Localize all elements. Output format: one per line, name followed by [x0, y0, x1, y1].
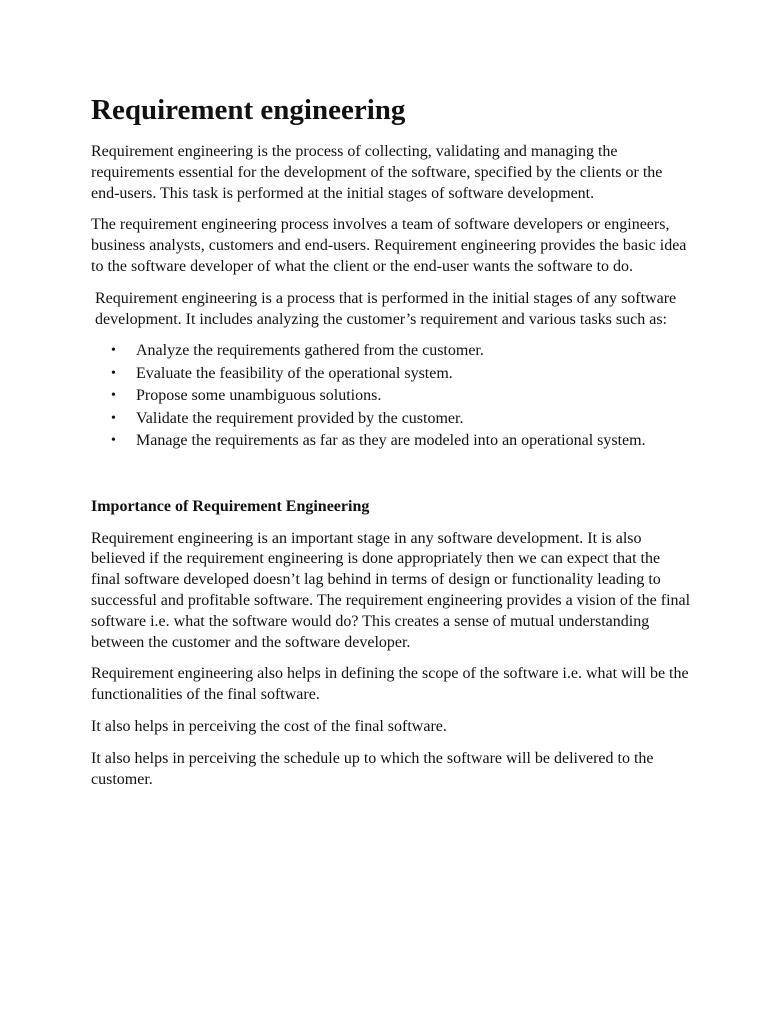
- list-item: [91, 341, 691, 362]
- paragraph-importance: Requirement engineering is an important stage in any software development. It is also believed if the requirement engineering is done appropriately then we can expect that the final software developed doesn’t lag behind in terms of design or functionality leading to successful and profitable software. The requirement engineering provides a vision of the final software i.e. what the software would do? This creates a sense of mutual understanding between the customer and the software developer.: [91, 529, 691, 651]
- list-item: [91, 409, 691, 430]
- bullet-icon: •: [111, 365, 116, 381]
- list-item: [91, 364, 691, 385]
- document-title: Requirement engineering: [91, 94, 406, 126]
- section-heading: Importance of Requirement Engineering: [91, 497, 370, 515]
- bullet-icon: •: [111, 343, 116, 359]
- list-item-text: Propose some unambiguous solutions.: [136, 387, 382, 405]
- list-item-text: Analyze the requirements gathered from the customer.: [136, 342, 484, 360]
- list-item-text: Manage the requirements as far as they are modeled into an operational system.: [136, 431, 646, 449]
- paragraph-process: Requirement engineering is a process that is performed in the initial stages of any software development. It includes analyzing the customer’s requirement and various tasks such as:: [95, 289, 677, 328]
- paragraph-team: The requirement engineering process involves a team of software developers or engineers, business analysts, customers and end-users. Requirement engineering provides the basic idea to the software developer of what the client or the end-user wants the software to do.: [91, 216, 687, 275]
- task-list: [91, 341, 691, 451]
- document-page: [91, 92, 691, 801]
- paragraph-definition: Requirement engineering is the process of collecting, validating and managing the requirements essential for the development of the software, specified by the clients or the end-users. This task is performed at the initial stages of software development.: [91, 143, 663, 202]
- bullet-icon: •: [111, 410, 116, 426]
- bullet-icon: •: [111, 388, 116, 404]
- list-item-text: Evaluate the feasibility of the operational system.: [136, 364, 453, 382]
- list-item: [91, 431, 691, 452]
- paragraph-scope: Requirement engineering also helps in defining the scope of the software i.e. what will be the functionalities of the final software.: [91, 665, 689, 704]
- bullet-icon: •: [111, 432, 116, 448]
- paragraph-schedule: It also helps in perceiving the schedule up to which the software will be delivered to the customer.: [91, 749, 654, 788]
- list-item: [91, 386, 691, 407]
- list-item-text: Validate the requirement provided by the customer.: [136, 409, 464, 427]
- paragraph-cost: It also helps in perceiving the cost of the final software.: [91, 717, 447, 735]
